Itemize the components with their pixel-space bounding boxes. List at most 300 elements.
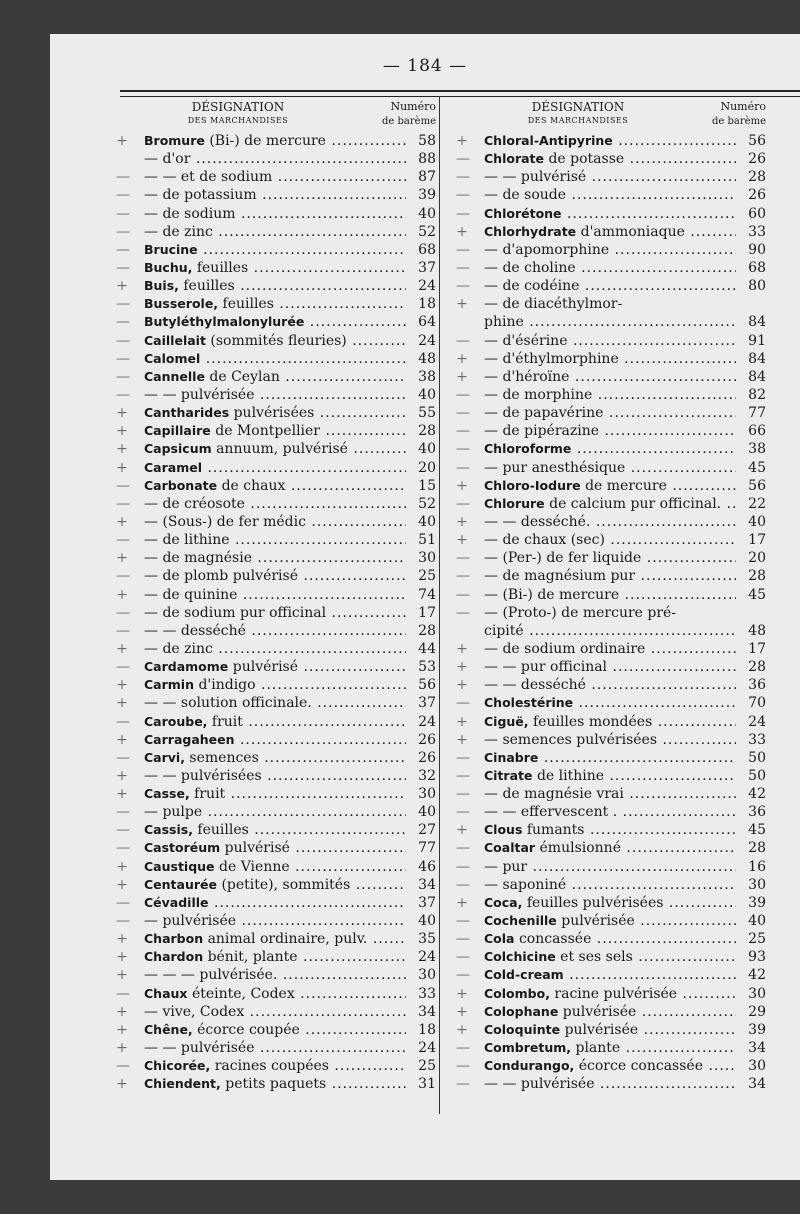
entry-text: — de sodium pur officinal bbox=[144, 604, 327, 621]
list-item bbox=[458, 567, 766, 585]
entry-name: Coloquinte bbox=[484, 1021, 561, 1037]
tariff-symbol: — bbox=[456, 804, 470, 821]
tariff-symbol: — bbox=[116, 659, 130, 676]
bareme-number: 36 bbox=[748, 677, 766, 694]
entry-designation bbox=[484, 640, 736, 658]
entry-designation bbox=[144, 223, 406, 241]
entry-text: — de choline bbox=[484, 259, 576, 276]
bareme-number: 36 bbox=[748, 804, 766, 821]
bareme-number: 40 bbox=[748, 913, 766, 930]
entry-designation bbox=[144, 459, 406, 477]
entry-name: Cinabre bbox=[484, 749, 539, 765]
entry-text: de calcium pur officinal. bbox=[549, 495, 722, 512]
entry-text: annuum, pulvérisé bbox=[216, 441, 348, 458]
entry-designation bbox=[484, 459, 736, 477]
list-item bbox=[458, 368, 766, 386]
entry-designation bbox=[144, 313, 406, 331]
tariff-symbol: + bbox=[456, 477, 468, 494]
bareme-number: 30 bbox=[418, 967, 436, 984]
bareme-number: 40 bbox=[418, 441, 436, 458]
tariff-symbol: — bbox=[456, 205, 470, 222]
tariff-symbol: — bbox=[116, 804, 130, 821]
list-item bbox=[118, 277, 436, 295]
list-item bbox=[458, 731, 766, 749]
bareme-number: 15 bbox=[418, 477, 436, 494]
list-item bbox=[118, 150, 436, 168]
entry-designation bbox=[484, 894, 736, 912]
entry-designation bbox=[144, 966, 406, 984]
entry-text: de lithine bbox=[536, 767, 605, 784]
bareme-number: 30 bbox=[418, 550, 436, 567]
entry-designation bbox=[484, 567, 736, 585]
bareme-number: 30 bbox=[748, 876, 766, 893]
tariff-symbol: — bbox=[116, 840, 130, 857]
entry-designation bbox=[144, 694, 406, 712]
entry-text: pulvérisée bbox=[562, 1003, 637, 1020]
entry-designation bbox=[484, 404, 736, 422]
list-item bbox=[458, 1039, 766, 1057]
entry-text: — — et de sodium bbox=[144, 169, 273, 186]
entry-designation bbox=[484, 368, 736, 386]
entry-name: Carvi, bbox=[144, 749, 185, 765]
designation-sub-label: DES MARCHANDISES bbox=[527, 116, 629, 125]
tariff-symbol: + bbox=[116, 1076, 128, 1093]
entry-text: — de papavérine bbox=[484, 405, 604, 422]
tariff-symbol: + bbox=[116, 931, 128, 948]
list-item bbox=[458, 966, 766, 984]
bareme-number: 91 bbox=[748, 332, 766, 349]
entry-text: — pulvérisée bbox=[144, 913, 237, 930]
entry-text: cipité bbox=[484, 622, 524, 639]
entry-name: Clous bbox=[484, 822, 523, 838]
list-item bbox=[118, 1003, 436, 1021]
list-item bbox=[118, 531, 436, 549]
list-item bbox=[458, 150, 766, 168]
entry-designation bbox=[144, 477, 406, 495]
numero-heading bbox=[706, 100, 766, 127]
list-item bbox=[118, 386, 436, 404]
entry-name: Casse, bbox=[144, 786, 190, 802]
entry-text: — d'ésérine bbox=[484, 332, 568, 349]
entry-text: — de plomb pulvérisé bbox=[144, 568, 298, 585]
entry-designation bbox=[484, 168, 736, 186]
tariff-symbol: + bbox=[116, 767, 128, 784]
bareme-number: 25 bbox=[418, 1058, 436, 1075]
tariff-symbol: + bbox=[116, 586, 128, 603]
list-item bbox=[118, 676, 436, 694]
tariff-symbol: + bbox=[116, 133, 128, 149]
bareme-number: 45 bbox=[748, 586, 766, 603]
entry-designation bbox=[144, 912, 406, 930]
bareme-number: 46 bbox=[418, 858, 436, 875]
bareme-number: 20 bbox=[418, 459, 436, 476]
bareme-number: 84 bbox=[748, 368, 766, 385]
entry-text: pulvérisé bbox=[224, 840, 290, 857]
bareme-number: 26 bbox=[418, 749, 436, 766]
entry-name: Brucine bbox=[144, 241, 198, 257]
entry-designation bbox=[144, 440, 406, 458]
entry-designation bbox=[144, 1003, 406, 1021]
entry-name: Combretum, bbox=[484, 1040, 572, 1056]
entry-designation bbox=[484, 386, 736, 404]
entry-name: Calomel bbox=[144, 350, 201, 366]
entry-designation bbox=[144, 731, 406, 749]
tariff-symbol: — bbox=[456, 405, 470, 422]
entry-designation bbox=[144, 567, 406, 585]
entry-text: de chaux bbox=[221, 477, 286, 494]
entry-name: Capsicum bbox=[144, 441, 212, 457]
bareme-number: 90 bbox=[748, 241, 766, 258]
bareme-number: 35 bbox=[418, 931, 436, 948]
entry-designation bbox=[484, 622, 736, 640]
designation-label: DÉSIGNATION bbox=[531, 100, 625, 114]
bareme-number: 52 bbox=[418, 223, 436, 240]
numero-heading bbox=[376, 100, 436, 127]
bareme-number: 64 bbox=[418, 314, 436, 331]
bareme-number: 40 bbox=[418, 513, 436, 530]
tariff-symbol: + bbox=[456, 350, 468, 367]
tariff-symbol: — bbox=[116, 913, 130, 930]
entry-name: Coaltar bbox=[484, 840, 536, 856]
list-item bbox=[458, 513, 766, 531]
bareme-number: 74 bbox=[418, 586, 436, 603]
entry-designation bbox=[484, 513, 736, 531]
entry-designation bbox=[484, 477, 736, 495]
list-item bbox=[458, 332, 766, 350]
tariff-symbol: — bbox=[116, 187, 130, 204]
list-item bbox=[118, 713, 436, 731]
entry-designation bbox=[144, 948, 406, 966]
entry-designation bbox=[484, 876, 736, 894]
tariff-symbol: — bbox=[116, 532, 130, 549]
entry-designation bbox=[144, 386, 406, 404]
entry-text: — de magnésie bbox=[144, 550, 252, 567]
entry-text: petits paquets bbox=[225, 1076, 327, 1093]
entry-designation bbox=[144, 803, 406, 821]
entry-designation bbox=[144, 586, 406, 604]
entry-text: — — solution officinale. bbox=[144, 695, 312, 712]
tariff-symbol: — bbox=[116, 568, 130, 585]
bareme-number: 30 bbox=[748, 1058, 766, 1075]
bareme-number: 87 bbox=[418, 169, 436, 186]
tariff-symbol: — bbox=[456, 332, 470, 349]
entry-name: Condurango, bbox=[484, 1058, 575, 1074]
entry-text: — de magnésie vrai bbox=[484, 786, 624, 803]
entry-designation bbox=[484, 676, 736, 694]
entry-text: racines coupées bbox=[214, 1058, 329, 1075]
tariff-symbol: + bbox=[116, 967, 128, 984]
tariff-symbol: — bbox=[456, 1040, 470, 1057]
bareme-number: 55 bbox=[418, 405, 436, 422]
entry-name: Charbon bbox=[144, 931, 204, 947]
list-item bbox=[458, 404, 766, 422]
bareme-number: 84 bbox=[748, 314, 766, 331]
entry-designation bbox=[484, 948, 736, 966]
bareme-number: 28 bbox=[418, 622, 436, 639]
bareme-number: 40 bbox=[418, 205, 436, 222]
list-item bbox=[118, 858, 436, 876]
entry-text: phine bbox=[484, 314, 524, 331]
entry-designation bbox=[484, 241, 736, 259]
entry-text: pulvérisée bbox=[564, 1021, 639, 1038]
entry-text: de Vienne bbox=[219, 858, 290, 875]
bareme-number: 40 bbox=[418, 386, 436, 403]
bareme-number: 26 bbox=[418, 731, 436, 748]
tariff-symbol: — bbox=[456, 967, 470, 984]
tariff-symbol: — bbox=[456, 550, 470, 567]
list-item bbox=[458, 930, 766, 948]
bareme-number: 26 bbox=[748, 151, 766, 168]
bareme-number: 17 bbox=[748, 532, 766, 549]
entry-text: — — desséché bbox=[484, 677, 586, 694]
bareme-number: 30 bbox=[748, 985, 766, 1002]
right-column-header bbox=[458, 100, 766, 132]
entry-designation bbox=[484, 440, 736, 458]
tariff-symbol: — bbox=[116, 985, 130, 1002]
bareme-number: 34 bbox=[748, 1076, 766, 1093]
entry-text: — d'or bbox=[144, 151, 191, 168]
tariff-symbol: + bbox=[116, 441, 128, 458]
tariff-symbol: + bbox=[456, 640, 468, 657]
entry-text: — — pulvérisées bbox=[144, 767, 262, 784]
list-item bbox=[118, 313, 436, 331]
entry-text: feuilles mondées bbox=[532, 713, 653, 730]
bareme-number: 38 bbox=[748, 441, 766, 458]
entry-designation bbox=[484, 586, 736, 604]
tariff-symbol: — bbox=[116, 350, 130, 367]
entry-text: (Bi-) de mercure bbox=[209, 133, 326, 149]
list-item bbox=[458, 277, 766, 295]
entry-designation bbox=[144, 821, 406, 839]
entry-name: Chloroforme bbox=[484, 441, 572, 457]
entry-name: Cardamome bbox=[144, 659, 229, 675]
entry-name: Cochenille bbox=[484, 913, 557, 929]
bareme-number: 33 bbox=[748, 731, 766, 748]
entry-designation bbox=[484, 749, 736, 767]
entry-name: Chêne, bbox=[144, 1021, 193, 1037]
bareme-number: 38 bbox=[418, 368, 436, 385]
bareme-number: 32 bbox=[418, 767, 436, 784]
book-page bbox=[50, 34, 800, 1180]
entry-name: Castoréum bbox=[144, 840, 221, 856]
entry-text: — — — pulvérisée. bbox=[144, 967, 278, 984]
entry-name: Caroube, bbox=[144, 713, 208, 729]
entry-text: — de zinc bbox=[144, 640, 213, 657]
tariff-symbol: — bbox=[116, 332, 130, 349]
entry-text: — pulpe bbox=[144, 804, 203, 821]
entry-text: écorce coupée bbox=[197, 1021, 300, 1038]
bareme-number: 24 bbox=[418, 949, 436, 966]
tariff-symbol: — bbox=[116, 495, 130, 512]
entry-designation bbox=[484, 422, 736, 440]
tariff-symbol: + bbox=[456, 985, 468, 1002]
list-item bbox=[118, 912, 436, 930]
bareme-number: 52 bbox=[418, 495, 436, 512]
list-item bbox=[458, 1021, 766, 1039]
tariff-symbol: + bbox=[116, 858, 128, 875]
page-number: — 184 — bbox=[382, 56, 468, 76]
entry-designation bbox=[484, 785, 736, 803]
list-item bbox=[458, 948, 766, 966]
entry-name: Chloral-Antipyrine bbox=[484, 133, 613, 148]
entry-name: Chlorétone bbox=[484, 205, 562, 221]
entry-designation bbox=[144, 350, 406, 368]
entry-text: animal ordinaire, pulv. bbox=[207, 931, 368, 948]
entry-designation bbox=[144, 749, 406, 767]
entry-name: Busserole, bbox=[144, 296, 219, 312]
bareme-number: 27 bbox=[418, 822, 436, 839]
list-item bbox=[118, 1057, 436, 1075]
entry-designation bbox=[144, 132, 406, 150]
tariff-symbol: — bbox=[116, 749, 130, 766]
entry-designation bbox=[484, 350, 736, 368]
tariff-symbol: — bbox=[456, 151, 470, 168]
tariff-symbol: + bbox=[456, 659, 468, 676]
entry-designation bbox=[484, 223, 736, 241]
left-entries-list bbox=[118, 132, 436, 1093]
list-item bbox=[118, 350, 436, 368]
tariff-symbol: + bbox=[456, 513, 468, 530]
entry-designation bbox=[484, 658, 736, 676]
tariff-symbol: — bbox=[116, 205, 130, 222]
entry-designation bbox=[484, 332, 736, 350]
list-item bbox=[118, 985, 436, 1003]
entry-name: Cannelle bbox=[144, 368, 205, 384]
bareme-number: 40 bbox=[418, 913, 436, 930]
tariff-symbol: + bbox=[116, 1003, 128, 1020]
bareme-number: 26 bbox=[748, 187, 766, 204]
tariff-symbol: + bbox=[456, 1003, 468, 1020]
tariff-symbol: + bbox=[456, 713, 468, 730]
entry-text: — de lithine bbox=[144, 532, 230, 549]
list-item bbox=[118, 622, 436, 640]
entry-text: — de potassium bbox=[144, 187, 257, 204]
list-item bbox=[118, 1075, 436, 1093]
entry-text: pulvérisée bbox=[561, 913, 635, 930]
entry-text: — de zinc bbox=[144, 223, 213, 240]
entry-text: — — pulvérisé bbox=[484, 169, 587, 186]
list-item bbox=[118, 930, 436, 948]
list-item bbox=[118, 259, 436, 277]
entry-designation bbox=[144, 658, 406, 676]
list-item bbox=[458, 713, 766, 731]
list-item bbox=[458, 313, 766, 331]
list-item bbox=[118, 223, 436, 241]
tariff-symbol: — bbox=[116, 822, 130, 839]
list-item bbox=[458, 694, 766, 712]
entry-designation bbox=[144, 513, 406, 531]
list-item bbox=[458, 858, 766, 876]
tariff-symbol: + bbox=[116, 731, 128, 748]
entry-text: et ses sels bbox=[560, 949, 633, 966]
list-item bbox=[458, 876, 766, 894]
bareme-number: 34 bbox=[748, 1040, 766, 1057]
bareme-number: 28 bbox=[748, 659, 766, 676]
entry-name: Butyléthylmalonylurée bbox=[144, 314, 305, 330]
entry-designation bbox=[484, 839, 736, 857]
entry-text: racine pulvérisée bbox=[554, 985, 678, 1002]
bareme-number: 84 bbox=[748, 350, 766, 367]
tariff-symbol: + bbox=[456, 1021, 468, 1038]
tariff-symbol: + bbox=[116, 513, 128, 530]
entry-text: — (Per-) de fer liquide bbox=[484, 550, 642, 567]
bareme-number: 24 bbox=[418, 1040, 436, 1057]
bareme-number: 40 bbox=[748, 513, 766, 530]
bareme-number: 42 bbox=[748, 967, 766, 984]
tariff-symbol: — bbox=[456, 695, 470, 712]
bareme-number: 53 bbox=[418, 659, 436, 676]
entry-designation bbox=[484, 731, 736, 749]
tariff-symbol: — bbox=[116, 314, 130, 331]
entry-designation bbox=[484, 150, 736, 168]
entry-designation bbox=[484, 205, 736, 223]
tariff-symbol: + bbox=[116, 949, 128, 966]
bareme-number: 28 bbox=[748, 840, 766, 857]
list-item bbox=[118, 785, 436, 803]
list-item bbox=[458, 985, 766, 1003]
bareme-number: 50 bbox=[748, 767, 766, 784]
entry-designation bbox=[484, 313, 736, 331]
tariff-symbol: — bbox=[116, 223, 130, 240]
entry-name: Caillelait bbox=[144, 332, 206, 348]
entry-designation bbox=[484, 132, 736, 150]
bareme-number: 77 bbox=[418, 840, 436, 857]
bareme-number: 28 bbox=[748, 568, 766, 585]
list-item bbox=[458, 1075, 766, 1093]
entry-designation bbox=[144, 767, 406, 785]
entry-text: pulvérisé bbox=[232, 659, 299, 676]
entry-name: Cold-cream bbox=[484, 967, 564, 983]
entry-designation bbox=[484, 295, 736, 313]
entry-text: — de pipérazine bbox=[484, 423, 600, 440]
header-rule-thin bbox=[120, 96, 800, 97]
bareme-number: 33 bbox=[418, 985, 436, 1002]
list-item bbox=[118, 477, 436, 495]
tariff-symbol: — bbox=[456, 568, 470, 585]
entry-name: Cévadille bbox=[144, 894, 209, 910]
entry-designation bbox=[144, 277, 406, 295]
entry-designation bbox=[484, 803, 736, 821]
entry-name: Cantharides bbox=[144, 405, 230, 421]
entry-text: — — desséché bbox=[144, 622, 246, 639]
bareme-number: 18 bbox=[418, 296, 436, 313]
list-item bbox=[118, 186, 436, 204]
entry-name: Caustique bbox=[144, 858, 215, 874]
numero-label: Numéro bbox=[720, 100, 766, 113]
tariff-symbol: + bbox=[456, 731, 468, 748]
list-item bbox=[458, 640, 766, 658]
bareme-number: 45 bbox=[748, 822, 766, 839]
entry-text: feuilles pulvérisées bbox=[526, 894, 664, 911]
entry-text: — — pur officinal bbox=[484, 659, 608, 676]
bareme-number: 17 bbox=[418, 604, 436, 621]
entry-designation bbox=[484, 694, 736, 712]
designation-label: DÉSIGNATION bbox=[191, 100, 285, 114]
bareme-number: 37 bbox=[418, 894, 436, 911]
bareme-number: 70 bbox=[748, 695, 766, 712]
entry-designation bbox=[484, 531, 736, 549]
entry-text: pulvérisées bbox=[233, 405, 315, 422]
tariff-symbol: + bbox=[116, 876, 128, 893]
tariff-symbol: + bbox=[456, 532, 468, 549]
entry-text: feuilles bbox=[222, 296, 274, 313]
tariff-symbol: — bbox=[456, 767, 470, 784]
entry-name: Carragaheen bbox=[144, 731, 235, 747]
entry-text: — de créosote bbox=[144, 495, 245, 512]
entry-text: — de codéine bbox=[484, 278, 580, 295]
bareme-number: 29 bbox=[748, 1003, 766, 1020]
list-item bbox=[458, 295, 766, 313]
